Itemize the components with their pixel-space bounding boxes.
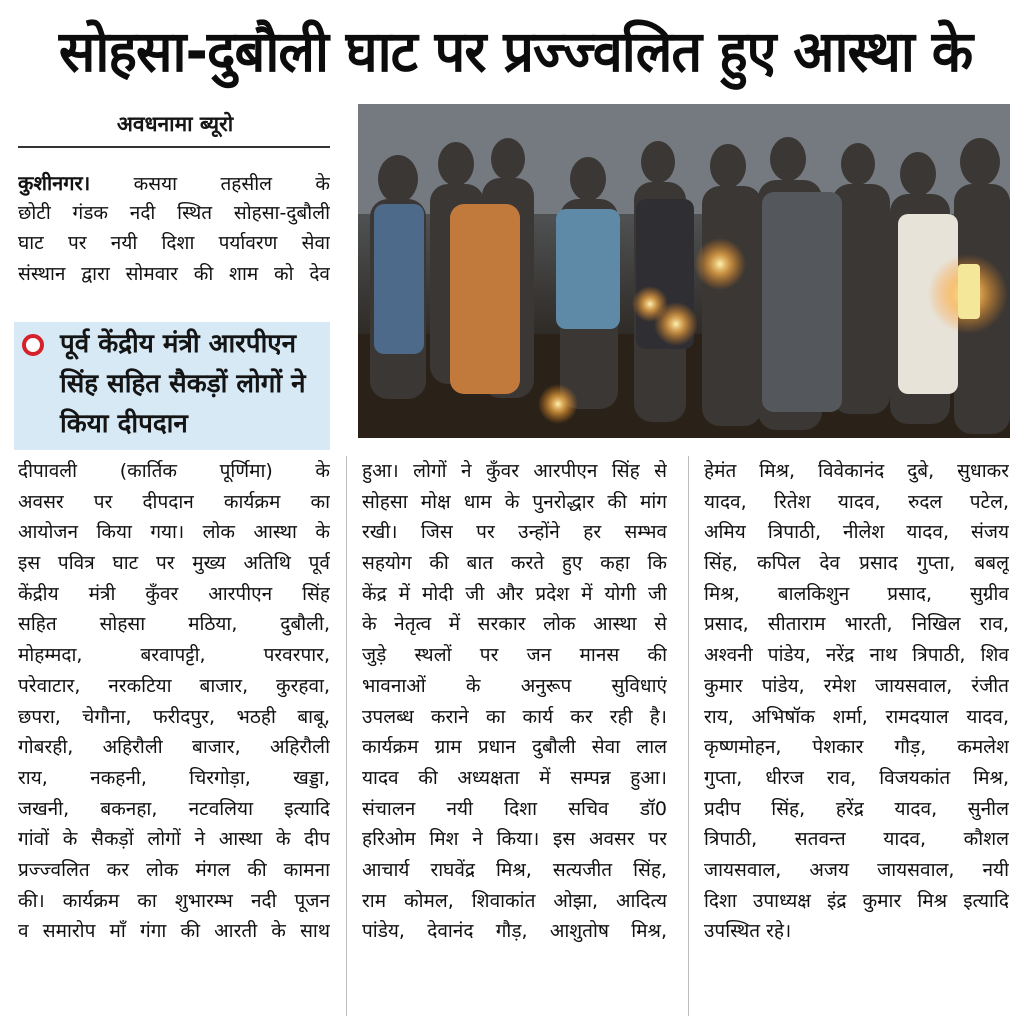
text-line: भावनाओं के अनुरूप सुविधाएं xyxy=(362,674,667,697)
text-line: गुप्ता, धीरज राव, विजयकांत मिश्र, xyxy=(704,766,1009,789)
photo-illustration xyxy=(358,104,1010,438)
callout-text xyxy=(60,324,330,444)
text-line: मिश्र, बालकिशुन प्रसाद, सुग्रीव xyxy=(704,582,1009,605)
callout-line-2: सिंह सहित सैकड़ों लोगों ने xyxy=(60,369,306,399)
text-line: गोबरही, अहिरौली बाजार, अहिरौली xyxy=(18,736,330,759)
intro-paragraph xyxy=(18,168,330,289)
text-line: प्रसाद, सीताराम भारती, निखिल राव, xyxy=(704,613,1009,636)
text-line: रखी। जिस पर उन्होंने हर सम्भव xyxy=(362,521,667,544)
text-line: जुड़े स्थलों पर जन मानस की xyxy=(362,644,667,667)
text-line: परेवाटार, नरकटिया बाजार, कुरहवा, xyxy=(18,674,330,697)
text-line: की। कार्यक्रम का शुभारम्भ नदी पूजन xyxy=(18,889,330,912)
text-line: सिंह, कपिल देव प्रसाद गुप्ता, बबलू xyxy=(704,552,1009,575)
intro-line-3: घाट पर नयी दिशा पर्यावरण सेवा xyxy=(18,232,330,255)
text-line: राय, अभिषॉक शर्मा, रामदयाल यादव, xyxy=(704,705,1009,728)
text-line: केंद्रीय मंत्री कुँवर आरपीएन सिंह xyxy=(18,582,330,605)
dateline: कुशीनगर। xyxy=(18,171,91,195)
text-line: प्रदीप सिंह, हरेंद्र यादव, सुनील xyxy=(704,797,1009,820)
text-line: हेमंत मिश्र, विवेकानंद दुबे, सुधाकर xyxy=(704,460,1009,482)
text-line: व समारोप माँ गंगा की आरती के साथ xyxy=(18,920,330,943)
callout-line-1: पूर्व केंद्रीय मंत्री आरपीएन xyxy=(60,329,297,359)
byline: अवधनामा ब्यूरो xyxy=(116,112,234,136)
column-divider xyxy=(346,456,347,1016)
text-line: हुआ। लोगों ने कुँवर आरपीएन सिंह से xyxy=(362,460,667,482)
text-line: कार्यक्रम ग्राम प्रधान दुबौली सेवा लाल xyxy=(362,736,667,759)
text-line: जायसवाल, अजय जायसवाल, नयी xyxy=(704,858,1009,881)
text-line: यादव, रितेश यादव, रुदल पटेल, xyxy=(704,490,1009,513)
text-line: सोहसा मोक्ष धाम के पुनरोद्धार की मांग xyxy=(362,490,667,513)
text-line: प्रज्ज्वलित कर लोक मंगल की कामना xyxy=(18,858,330,881)
text-line: त्रिपाठी, सतवन्त यादव, कौशल xyxy=(704,828,1009,851)
text-line: अश्वनी पांडेय, नरेंद्र नाथ त्रिपाठी, शिव xyxy=(704,644,1009,667)
bullet-ring-icon xyxy=(22,334,44,356)
article-column-2 xyxy=(362,456,667,947)
text-line: गांवों के सैकड़ों लोगों ने आस्था के दीप xyxy=(18,828,330,851)
intro-line-4: संस्थान द्वारा सोमवार की शाम को देव xyxy=(18,262,330,285)
intro-line-1 xyxy=(18,168,330,198)
text-line: कुमार पांडेय, रमेश जायसवाल, रंजीत xyxy=(704,674,1009,697)
text-line: केंद्र में मोदी जी और प्रदेश में योगी जी xyxy=(362,582,667,605)
text-line: कृष्णमोहन, पेशकार गौड़, कमलेश xyxy=(704,736,1009,759)
text-line: सहयोग की बात करते हुए कहा कि xyxy=(362,552,667,575)
intro-line-1-text: कसया तहसील के xyxy=(133,173,330,195)
text-line: यादव की अध्यक्षता में सम्पन्न हुआ। xyxy=(362,766,667,789)
text-line: आयोजन किया गया। लोक आस्था के xyxy=(18,521,330,544)
text-line: सहित सोहसा मठिया, दुबौली, xyxy=(18,613,330,636)
callout-line-3: किया दीपदान xyxy=(60,409,188,439)
text-line: राय, नकहनी, चिरगोड़ा, खड्डा, xyxy=(18,766,330,789)
article-column-3 xyxy=(704,456,1009,947)
text-line: राम कोमल, शिवाकांत ओझा, आदित्य xyxy=(362,889,667,912)
intro-line-2: छोटी गंडक नदी स्थित सोहसा-दुबौली xyxy=(18,202,330,225)
text-line: अवसर पर दीपदान कार्यक्रम का xyxy=(18,490,330,513)
text-line: मोहम्मदा, बरवापट्टी, परवरपार, xyxy=(18,644,330,667)
text-line: दिशा उपाध्यक्ष इंद्र कुमार मिश्र इत्यादि xyxy=(704,889,1009,912)
article-column-1 xyxy=(18,456,330,947)
text-line: इस पवित्र घाट पर मुख्य अतिथि पूर्व xyxy=(18,552,330,575)
text-line: आचार्य राघवेंद्र मिश्र, सत्यजीत सिंह, xyxy=(362,858,667,881)
text-line: अमिय त्रिपाठी, नीलेश यादव, संजय xyxy=(704,521,1009,544)
text-line: छपरा, चेगौना, फरीदपुर, भठही बाबू, xyxy=(18,705,330,728)
text-line: के नेतृत्व में सरकार लोक आस्था से xyxy=(362,613,667,636)
text-line: उपलब्ध कराने का कार्य कर रही है। xyxy=(362,705,667,728)
text-line: दीपावली (कार्तिक पूर्णिमा) के xyxy=(18,460,330,482)
byline-divider xyxy=(18,146,330,148)
text-line: संचालन नयी दिशा सचिव डॉ0 xyxy=(362,797,667,820)
headline: सोहसा-दुबौली घाट पर प्रज्ज्वलित हुए आस्था के xyxy=(58,18,973,85)
text-line: हरिओम मिश ने किया। इस अवसर पर xyxy=(362,828,667,851)
text-line: उपस्थित रहे। xyxy=(704,920,792,943)
news-photo xyxy=(358,104,1010,438)
text-line: जखनी, बकनहा, नटवलिया इत्यादि xyxy=(18,797,330,820)
column-divider xyxy=(688,456,689,1016)
callout-box xyxy=(14,322,330,450)
text-line: पांडेय, देवानंद गौड़, आशुतोष मिश्र, xyxy=(362,920,667,943)
